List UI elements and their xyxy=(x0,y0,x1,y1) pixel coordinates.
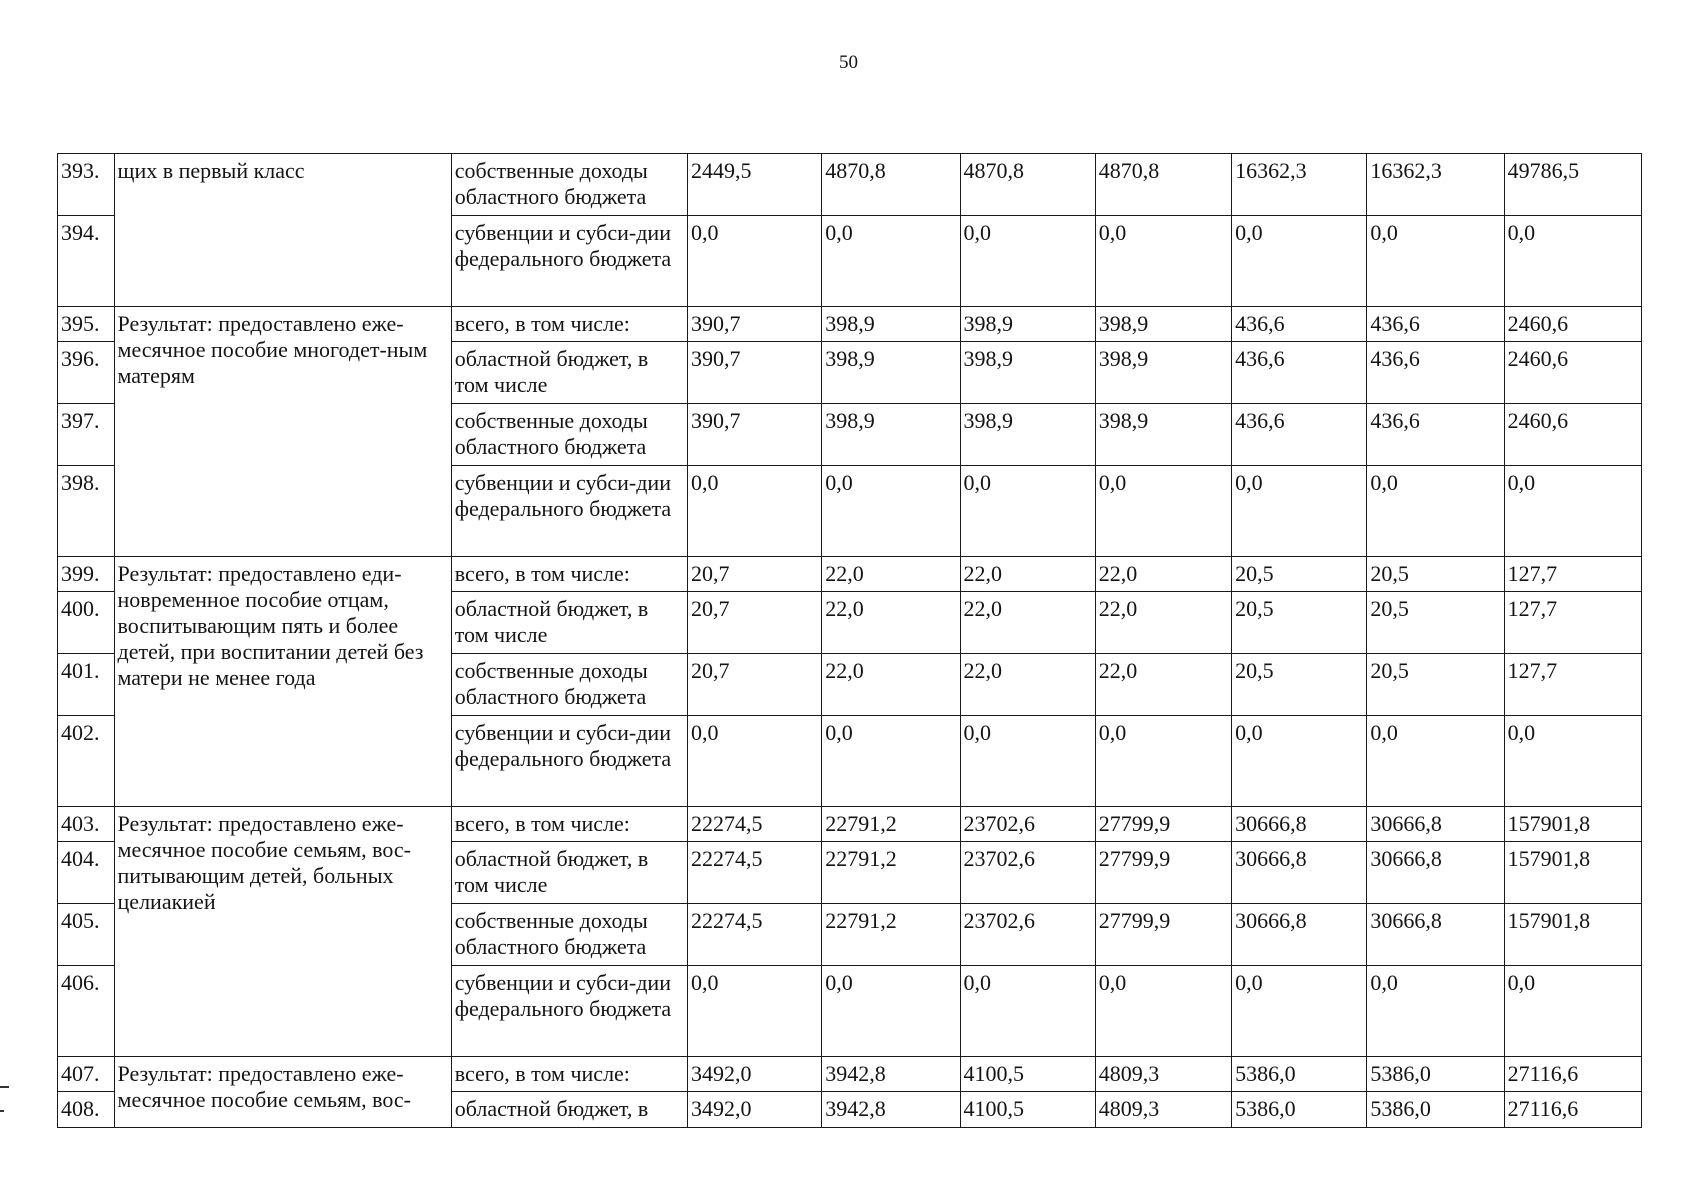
value-cell: 0,0 xyxy=(1367,966,1504,1057)
value-cell: 30666,8 xyxy=(1232,807,1367,842)
value-cell: 20,5 xyxy=(1232,557,1367,592)
value-cell: 2460,6 xyxy=(1504,307,1641,342)
value-cell: 30666,8 xyxy=(1232,904,1367,966)
value-cell: 0,0 xyxy=(1095,966,1231,1057)
value-cell: 0,0 xyxy=(687,716,821,807)
value-cell: 22,0 xyxy=(822,592,960,654)
row-number-cell: 395. xyxy=(58,307,115,342)
row-number-cell: 397. xyxy=(58,404,115,466)
value-cell: 5386,0 xyxy=(1367,1092,1504,1128)
value-cell: 22,0 xyxy=(1095,592,1231,654)
value-cell: 0,0 xyxy=(1367,216,1504,307)
row-number-cell: 400. xyxy=(58,592,115,654)
value-cell: 22,0 xyxy=(1095,557,1231,592)
scan-mark xyxy=(0,1110,4,1112)
row-number-cell: 399. xyxy=(58,557,115,592)
value-cell: 436,6 xyxy=(1232,342,1367,404)
value-cell: 22,0 xyxy=(1095,654,1231,716)
value-cell: 27799,9 xyxy=(1095,842,1231,904)
funding-source-cell: областной бюджет, в xyxy=(451,1092,687,1128)
value-cell: 0,0 xyxy=(1504,466,1641,557)
value-cell: 0,0 xyxy=(1095,216,1231,307)
value-cell: 30666,8 xyxy=(1232,842,1367,904)
funding-source-cell: субвенции и субси-дии федерального бюджета xyxy=(451,466,687,557)
value-cell: 157901,8 xyxy=(1504,807,1641,842)
value-cell: 398,9 xyxy=(822,404,960,466)
value-cell: 49786,5 xyxy=(1504,154,1641,216)
value-cell: 0,0 xyxy=(1504,716,1641,807)
value-cell: 16362,3 xyxy=(1367,154,1504,216)
value-cell: 20,7 xyxy=(687,592,821,654)
value-cell: 0,0 xyxy=(1367,716,1504,807)
value-cell: 2460,6 xyxy=(1504,342,1641,404)
value-cell: 4100,5 xyxy=(960,1057,1095,1092)
value-cell: 20,7 xyxy=(687,557,821,592)
value-cell: 436,6 xyxy=(1367,404,1504,466)
value-cell: 390,7 xyxy=(687,307,821,342)
table-row xyxy=(58,807,1642,842)
value-cell: 0,0 xyxy=(1232,216,1367,307)
table-row xyxy=(58,1057,1642,1092)
value-cell: 20,5 xyxy=(1367,592,1504,654)
table-row xyxy=(58,307,1642,342)
value-cell: 4809,3 xyxy=(1095,1057,1231,1092)
value-cell: 0,0 xyxy=(687,216,821,307)
budget-table xyxy=(57,153,1642,1128)
value-cell: 4809,3 xyxy=(1095,1092,1231,1128)
value-cell: 16362,3 xyxy=(1232,154,1367,216)
row-number-cell: 393. xyxy=(58,154,115,216)
result-description-cell: Результат: предоставлено еже-месячное пособие многодет-ным матерям xyxy=(114,307,451,557)
value-cell: 398,9 xyxy=(1095,342,1231,404)
value-cell: 5386,0 xyxy=(1367,1057,1504,1092)
value-cell: 22,0 xyxy=(960,654,1095,716)
value-cell: 390,7 xyxy=(687,342,821,404)
value-cell: 0,0 xyxy=(1504,966,1641,1057)
value-cell: 127,7 xyxy=(1504,557,1641,592)
value-cell: 4870,8 xyxy=(1095,154,1231,216)
row-number-cell: 403. xyxy=(58,807,115,842)
value-cell: 398,9 xyxy=(960,307,1095,342)
value-cell: 390,7 xyxy=(687,404,821,466)
table-row xyxy=(58,557,1642,592)
value-cell: 20,5 xyxy=(1367,557,1504,592)
funding-source-cell: всего, в том числе: xyxy=(451,1057,687,1092)
value-cell: 157901,8 xyxy=(1504,842,1641,904)
scan-mark xyxy=(0,1086,9,1088)
value-cell: 0,0 xyxy=(960,966,1095,1057)
result-description-cell: Результат: предоставлено еже-месячное пособие семьям, вос-питывающим детей, больных целиакией xyxy=(114,807,451,1057)
funding-source-cell: областной бюджет, в том числе xyxy=(451,592,687,654)
funding-source-cell: собственные доходы областного бюджета xyxy=(451,654,687,716)
value-cell: 157901,8 xyxy=(1504,904,1641,966)
funding-source-cell: областной бюджет, в том числе xyxy=(451,342,687,404)
value-cell: 4100,5 xyxy=(960,1092,1095,1128)
funding-source-cell: всего, в том числе: xyxy=(451,807,687,842)
value-cell: 30666,8 xyxy=(1367,904,1504,966)
value-cell: 3492,0 xyxy=(687,1057,821,1092)
value-cell: 398,9 xyxy=(960,404,1095,466)
value-cell: 0,0 xyxy=(1232,966,1367,1057)
value-cell: 398,9 xyxy=(822,307,960,342)
value-cell: 0,0 xyxy=(1095,466,1231,557)
funding-source-cell: областной бюджет, в том числе xyxy=(451,842,687,904)
value-cell: 20,5 xyxy=(1367,654,1504,716)
value-cell: 22,0 xyxy=(960,592,1095,654)
value-cell: 436,6 xyxy=(1367,342,1504,404)
value-cell: 436,6 xyxy=(1232,404,1367,466)
value-cell: 4870,8 xyxy=(822,154,960,216)
value-cell: 22791,2 xyxy=(822,807,960,842)
value-cell: 0,0 xyxy=(822,216,960,307)
value-cell: 22274,5 xyxy=(687,842,821,904)
value-cell: 20,5 xyxy=(1232,654,1367,716)
value-cell: 0,0 xyxy=(1095,716,1231,807)
row-number-cell: 408. xyxy=(58,1092,115,1128)
value-cell: 2449,5 xyxy=(687,154,821,216)
row-number-cell: 401. xyxy=(58,654,115,716)
funding-source-cell: всего, в том числе: xyxy=(451,307,687,342)
value-cell: 27116,6 xyxy=(1504,1092,1641,1128)
value-cell: 398,9 xyxy=(960,342,1095,404)
value-cell: 3492,0 xyxy=(687,1092,821,1128)
value-cell: 22,0 xyxy=(960,557,1095,592)
value-cell: 5386,0 xyxy=(1232,1092,1367,1128)
value-cell: 22,0 xyxy=(822,654,960,716)
value-cell: 398,9 xyxy=(1095,307,1231,342)
value-cell: 0,0 xyxy=(1367,466,1504,557)
value-cell: 2460,6 xyxy=(1504,404,1641,466)
value-cell: 3942,8 xyxy=(822,1092,960,1128)
funding-source-cell: собственные доходы областного бюджета xyxy=(451,154,687,216)
value-cell: 27799,9 xyxy=(1095,807,1231,842)
value-cell: 22,0 xyxy=(822,557,960,592)
row-number-cell: 405. xyxy=(58,904,115,966)
value-cell: 0,0 xyxy=(1232,716,1367,807)
value-cell: 22791,2 xyxy=(822,842,960,904)
row-number-cell: 402. xyxy=(58,716,115,807)
funding-source-cell: субвенции и субси-дии федерального бюджета xyxy=(451,966,687,1057)
budget-table-body xyxy=(58,154,1642,1128)
value-cell: 0,0 xyxy=(1504,216,1641,307)
value-cell: 23702,6 xyxy=(960,807,1095,842)
row-number-cell: 396. xyxy=(58,342,115,404)
funding-source-cell: собственные доходы областного бюджета xyxy=(451,904,687,966)
funding-source-cell: субвенции и субси-дии федерального бюджета xyxy=(451,716,687,807)
value-cell: 398,9 xyxy=(1095,404,1231,466)
value-cell: 20,5 xyxy=(1232,592,1367,654)
row-number-cell: 407. xyxy=(58,1057,115,1092)
funding-source-cell: собственные доходы областного бюджета xyxy=(451,404,687,466)
value-cell: 30666,8 xyxy=(1367,842,1504,904)
value-cell: 23702,6 xyxy=(960,842,1095,904)
row-number-cell: 394. xyxy=(58,216,115,307)
value-cell: 27116,6 xyxy=(1504,1057,1641,1092)
value-cell: 23702,6 xyxy=(960,904,1095,966)
value-cell: 22274,5 xyxy=(687,807,821,842)
value-cell: 30666,8 xyxy=(1367,807,1504,842)
value-cell: 4870,8 xyxy=(960,154,1095,216)
value-cell: 398,9 xyxy=(822,342,960,404)
value-cell: 22791,2 xyxy=(822,904,960,966)
value-cell: 127,7 xyxy=(1504,654,1641,716)
value-cell: 3942,8 xyxy=(822,1057,960,1092)
funding-source-cell: всего, в том числе: xyxy=(451,557,687,592)
value-cell: 436,6 xyxy=(1367,307,1504,342)
value-cell: 0,0 xyxy=(822,966,960,1057)
page-number: 50 xyxy=(839,52,858,73)
value-cell: 127,7 xyxy=(1504,592,1641,654)
value-cell: 0,0 xyxy=(822,716,960,807)
result-description-cell: Результат: предоставлено еже-месячное пособие семьям, вос- xyxy=(114,1057,451,1128)
table-row xyxy=(58,154,1642,216)
result-description-cell: щих в первый класс xyxy=(114,154,451,307)
value-cell: 0,0 xyxy=(687,966,821,1057)
value-cell: 20,7 xyxy=(687,654,821,716)
funding-source-cell: субвенции и субси-дии федерального бюджета xyxy=(451,216,687,307)
value-cell: 0,0 xyxy=(687,466,821,557)
row-number-cell: 404. xyxy=(58,842,115,904)
value-cell: 27799,9 xyxy=(1095,904,1231,966)
value-cell: 5386,0 xyxy=(1232,1057,1367,1092)
row-number-cell: 406. xyxy=(58,966,115,1057)
row-number-cell: 398. xyxy=(58,466,115,557)
value-cell: 0,0 xyxy=(960,216,1095,307)
value-cell: 22274,5 xyxy=(687,904,821,966)
value-cell: 0,0 xyxy=(960,716,1095,807)
result-description-cell: Результат: предоставлено еди-новременное пособие отцам, воспитывающим пять и более детей, при воспитании детей без матери не менее года xyxy=(114,557,451,807)
value-cell: 0,0 xyxy=(1232,466,1367,557)
value-cell: 0,0 xyxy=(822,466,960,557)
value-cell: 436,6 xyxy=(1232,307,1367,342)
value-cell: 0,0 xyxy=(960,466,1095,557)
